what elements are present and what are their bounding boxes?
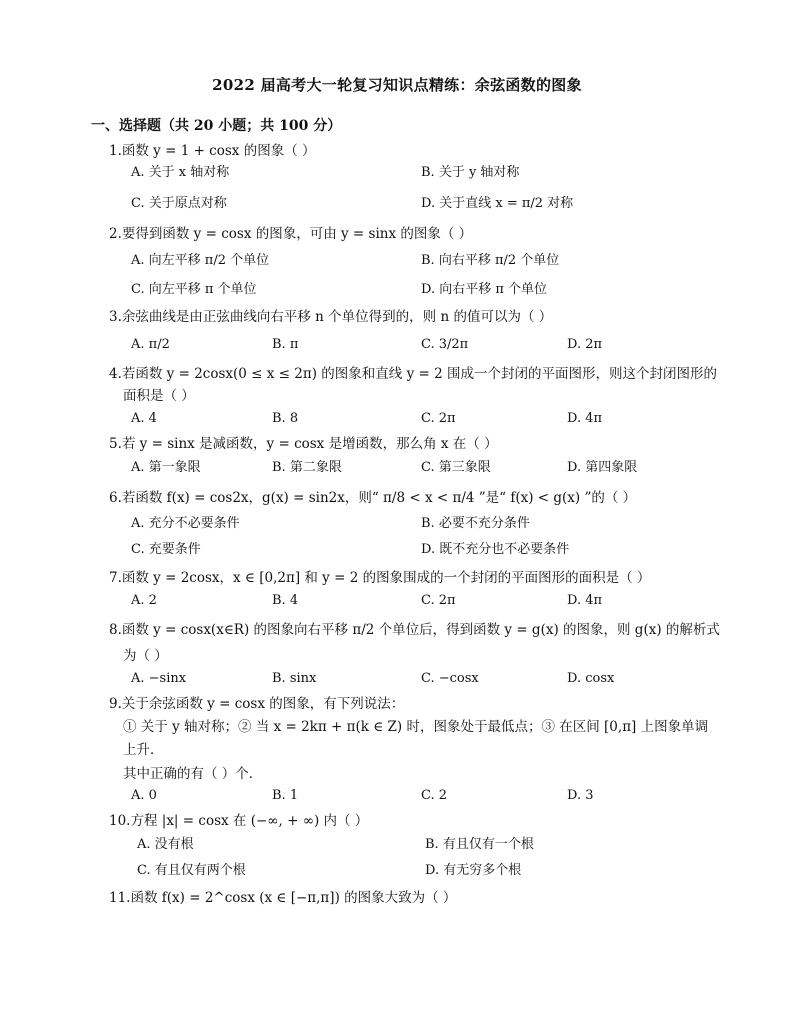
question-9-ask: 其中正确的有（ ）个． [123, 766, 263, 782]
q9-option-b[interactable]: B. 1 [272, 788, 299, 803]
q1-option-a[interactable]: A. 关于 x 轴对称 [131, 165, 230, 180]
q2-option-d[interactable]: D. 向右平移 π 个单位 [421, 282, 548, 297]
q10-option-c[interactable]: C. 有且仅有两个根 [137, 863, 246, 878]
question-9: 9.关于余弦函数 y = cosx 的图象，有下列说法： [109, 696, 405, 712]
q5-option-b[interactable]: B. 第二象限 [272, 460, 342, 475]
q4-option-d[interactable]: D. 4π [567, 411, 603, 426]
question-5: 5.若 y = sinx 是减函数，y = cosx 是增函数，那么角 x 在（ ） [109, 436, 498, 452]
question-11: 11.函数 f(x) = 2^cosx (x ∈ [−π,π]) 的图象大致为（ ） [109, 890, 457, 906]
q9-option-d[interactable]: D. 3 [567, 788, 594, 803]
q8-option-b[interactable]: B. sinx [272, 671, 317, 686]
q4-option-b[interactable]: B. 8 [272, 411, 299, 426]
q1-option-b[interactable]: B. 关于 y 轴对称 [421, 165, 520, 180]
q4-option-a[interactable]: A. 4 [131, 411, 157, 426]
q2-option-a[interactable]: A. 向左平移 π/2 个单位 [131, 253, 270, 268]
q6-option-a[interactable]: A. 充分不必要条件 [131, 516, 240, 531]
question-10: 10.方程 |x| = cosx 在 (−∞, + ∞) 内（ ） [109, 813, 369, 829]
q5-option-a[interactable]: A. 第一象限 [131, 460, 201, 475]
question-9-statements: ① 关于 y 轴对称；② 当 x = 2kπ + π(k ∈ Z) 时，图象处于最低点；③ 在区间 [0,π] 上图象单调 [123, 719, 709, 735]
q7-option-c[interactable]: C. 2π [421, 593, 456, 608]
q10-option-d[interactable]: D. 有无穷多个根 [425, 863, 522, 878]
q10-option-b[interactable]: B. 有且仅有一个根 [425, 837, 534, 852]
q3-option-b[interactable]: B. π [272, 337, 299, 352]
q3-option-d[interactable]: D. 2π [567, 337, 603, 352]
question-2: 2.要得到函数 y = cosx 的图象，可由 y = sinx 的图象（ ） [109, 226, 473, 242]
question-6: 6.若函数 f(x) = cos2x，g(x) = sin2x，则“ π/8 < x < π/4 ”是“ f(x) < g(x) ”的（ ） [109, 490, 637, 506]
q6-option-c[interactable]: C. 充要条件 [131, 542, 201, 557]
question-7: 7.函数 y = 2cosx，x ∈ [0,2π] 和 y = 2 的图象围成的一个封闭的平面图形的面积是（ ） [109, 570, 651, 586]
question-4: 4.若函数 y = 2cosx(0 ≤ x ≤ 2π) 的图象和直线 y = 2 围成一个封闭的平面图形，则这个封闭图形的 [109, 366, 717, 382]
question-8-cont: 为（ ） [123, 648, 168, 664]
q5-option-c[interactable]: C. 第三象限 [421, 460, 491, 475]
q6-option-b[interactable]: B. 必要不充分条件 [421, 516, 530, 531]
q1-option-c[interactable]: C. 关于原点对称 [131, 196, 227, 211]
section-heading: 一、选择题（共 20 小题；共 100 分） [91, 118, 342, 134]
q7-option-a[interactable]: A. 2 [131, 593, 157, 608]
question-3: 3.余弦曲线是由正弦曲线向右平移 n 个单位得到的，则 n 的值可以为（ ） [109, 309, 553, 325]
question-4-cont: 面积是（ ） [123, 388, 195, 404]
question-9-statements-cont: 上升． [123, 742, 164, 758]
q9-option-c[interactable]: C. 2 [421, 788, 448, 803]
q10-option-a[interactable]: A. 没有根 [137, 837, 194, 852]
q6-option-d[interactable]: D. 既不充分也不必要条件 [421, 542, 570, 557]
q7-option-d[interactable]: D. 4π [567, 593, 603, 608]
q5-option-d[interactable]: D. 第四象限 [567, 460, 638, 475]
q8-option-d[interactable]: D. cosx [567, 671, 615, 686]
q7-option-b[interactable]: B. 4 [272, 593, 299, 608]
q3-option-c[interactable]: C. 3/2π [421, 337, 469, 352]
q8-option-c[interactable]: C. −cosx [421, 671, 479, 686]
question-1: 1.函数 y = 1 + cosx 的图象（ ） [109, 143, 316, 159]
page-title: 2022 届高考大一轮复习知识点精练：余弦函数的图象 [212, 76, 582, 94]
q3-option-a[interactable]: A. π/2 [131, 337, 170, 352]
q8-option-a[interactable]: A. −sinx [131, 671, 187, 686]
q2-option-b[interactable]: B. 向右平移 π/2 个单位 [421, 253, 560, 268]
q2-option-c[interactable]: C. 向左平移 π 个单位 [131, 282, 257, 297]
q4-option-c[interactable]: C. 2π [421, 411, 456, 426]
question-8: 8.函数 y = cosx(x∈R) 的图象向右平移 π/2 个单位后，得到函数 y = g(x) 的图象，则 g(x) 的解析式 [109, 622, 720, 638]
q9-option-a[interactable]: A. 0 [131, 788, 157, 803]
q1-option-d[interactable]: D. 关于直线 x = π/2 对称 [421, 196, 574, 211]
